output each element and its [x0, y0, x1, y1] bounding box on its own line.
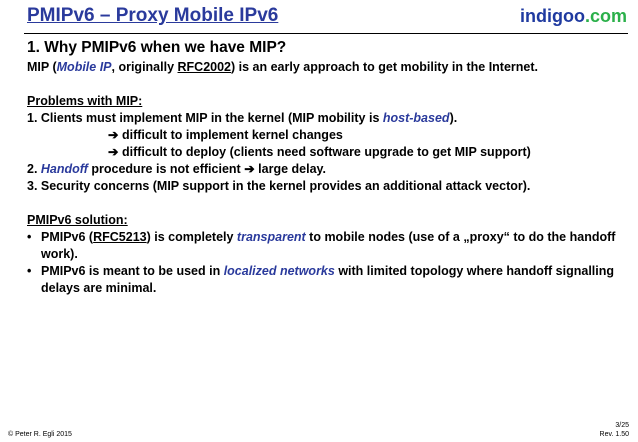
mobile-ip-term: Mobile IP: [56, 60, 112, 74]
sub-text: difficult to deploy (clients need software upgrade to get MIP support): [121, 145, 531, 159]
bullet-part: to mobile nodes (use of a „proxy“ to do the handoff work).: [41, 230, 616, 261]
intro-paragraph: [27, 59, 617, 76]
bullet-icon: •: [27, 230, 32, 244]
slide-footer-info: [600, 421, 629, 439]
transparent-term: transparent: [236, 230, 306, 244]
solution-bullet-2: [27, 263, 617, 297]
problem-text: 1. Clients must implement MIP in the kernel (MIP mobility is: [27, 111, 383, 125]
problem-text: ).: [449, 111, 458, 125]
problem-text: procedure is not efficient: [87, 162, 245, 176]
slide-body: [27, 38, 617, 297]
problem-3: 3. Security concerns (MIP support in the kernel provides an additional attack vector).: [27, 179, 531, 193]
slide-title: PMIPv6 – Proxy Mobile IPv6: [27, 5, 279, 26]
bullet-text: [41, 229, 617, 263]
revision: Rev. 1.50: [599, 431, 629, 438]
arrow-icon: ➔: [108, 128, 119, 142]
problem-text: large delay.: [258, 162, 327, 176]
intro-text: ) is an early approach to get mobility in the Internet.: [231, 60, 539, 74]
bullet-text: [41, 263, 617, 297]
problem-1-sub-1: [27, 127, 617, 144]
bullet-icon: •: [27, 264, 32, 278]
intro-text: MIP (: [27, 60, 57, 74]
header-divider: [24, 33, 628, 34]
sub-text: difficult to implement kernel changes: [121, 128, 343, 142]
localized-networks-term: localized networks: [223, 264, 335, 278]
bullet-part: PMIPv6 (: [41, 230, 94, 244]
copyright: © Peter R. Egli 2015: [8, 431, 72, 438]
bullet-part: ) is completely: [146, 230, 237, 244]
problem-2: [27, 161, 617, 178]
solution-title: PMIPv6 solution:: [27, 213, 128, 227]
problems-title: Problems with MIP:: [27, 94, 143, 108]
rfc2002-link[interactable]: RFC2002: [177, 60, 232, 74]
intro-text: , originally: [111, 60, 178, 74]
rfc5213-link[interactable]: RFC5213: [93, 230, 147, 244]
bullet-part: PMIPv6 is meant to be used in: [41, 264, 224, 278]
logo-tld: .com: [584, 6, 627, 26]
problem-1: [27, 110, 617, 127]
section-heading: 1. Why PMIPv6 when we have MIP?: [27, 39, 287, 56]
solution-bullet-1: [27, 229, 617, 263]
arrow-icon: ➔: [244, 162, 255, 176]
page-number: 3/25: [615, 422, 629, 429]
logo-name: indigoo: [520, 6, 585, 26]
handoff-term: Handoff: [40, 162, 88, 176]
problem-1-sub-2: [27, 144, 617, 161]
problem-text: 2.: [27, 162, 41, 176]
bullet-part: with limited topology where handoff signalling delays are minimal.: [41, 264, 615, 295]
arrow-icon: ➔: [108, 145, 119, 159]
brand-logo[interactable]: [520, 6, 627, 27]
host-based-term: host-based: [382, 111, 450, 125]
